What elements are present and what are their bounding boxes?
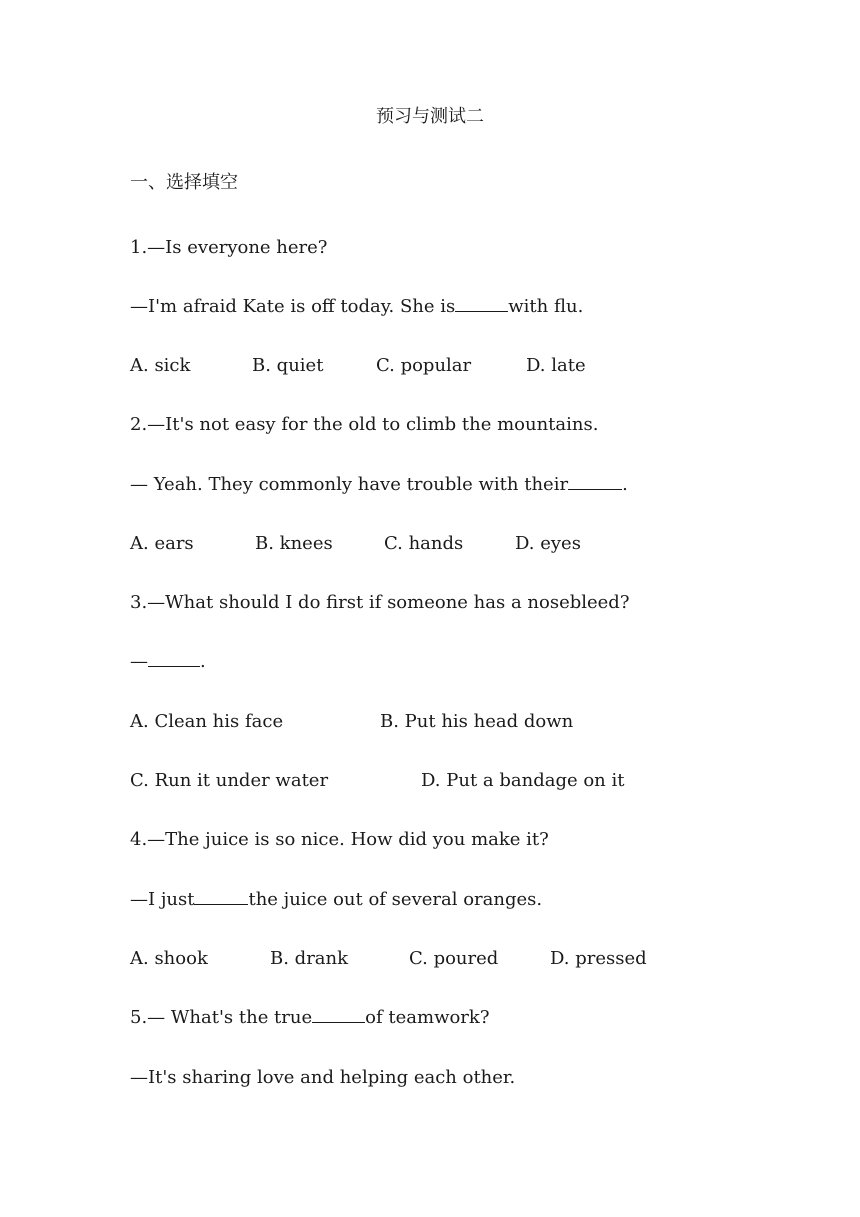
question-5-stem: [130, 1006, 489, 1030]
option-b: B. quiet: [252, 355, 324, 376]
option-c: C. hands: [384, 533, 464, 554]
question-4-stem: 4.—The juice is so nice. How did you make it?: [130, 829, 549, 850]
section-heading: 一、选择填空: [130, 172, 238, 193]
reply-text: —I'm afraid Kate is off today. She is: [130, 296, 456, 317]
question-2-stem: 2.—It's not easy for the old to climb the mountains.: [130, 414, 599, 435]
option-a: A. ears: [130, 533, 194, 554]
answer-blank: [312, 1006, 365, 1023]
option-d: D. eyes: [515, 533, 581, 554]
reply-text: — Yeah. They commonly have trouble with their: [130, 474, 569, 495]
option-b: B. Put his head down: [380, 711, 574, 732]
question-3-stem: 3.—What should I do first if someone has a nosebleed?: [130, 592, 630, 613]
answer-blank: [568, 473, 622, 490]
question-4-reply: [130, 888, 542, 912]
option-a: A. Clean his face: [130, 711, 284, 732]
option-a: A. shook: [130, 948, 208, 969]
reply-text: .: [200, 651, 206, 672]
answer-blank: [455, 295, 508, 312]
option-c: C. popular: [376, 355, 472, 376]
stem-text: of teamwork?: [365, 1007, 490, 1028]
reply-text: with flu.: [508, 296, 584, 317]
option-c: C. poured: [409, 948, 499, 969]
question-5-reply: —It's sharing love and helping each other.: [130, 1067, 516, 1088]
question-1-reply: [130, 295, 583, 319]
option-a: A. sick: [130, 355, 191, 376]
option-b: B. drank: [270, 948, 349, 969]
option-b: B. knees: [255, 533, 333, 554]
reply-text: —: [130, 651, 148, 672]
answer-blank: [148, 650, 200, 667]
option-c: C. Run it under water: [130, 770, 329, 791]
reply-text: —I just: [130, 889, 195, 910]
option-d: D. pressed: [550, 948, 647, 969]
option-d: D. late: [526, 355, 586, 376]
page-title: 预习与测试二: [376, 106, 484, 127]
question-2-reply: [130, 473, 628, 497]
stem-text: 5.— What's the true: [130, 1007, 313, 1028]
reply-text: the juice out of several oranges.: [248, 889, 543, 910]
option-d: D. Put a bandage on it: [421, 770, 625, 791]
reply-text: .: [622, 474, 628, 495]
question-3-reply: [130, 650, 206, 674]
question-1-stem: 1.—Is everyone here?: [130, 237, 328, 258]
answer-blank: [194, 888, 248, 905]
